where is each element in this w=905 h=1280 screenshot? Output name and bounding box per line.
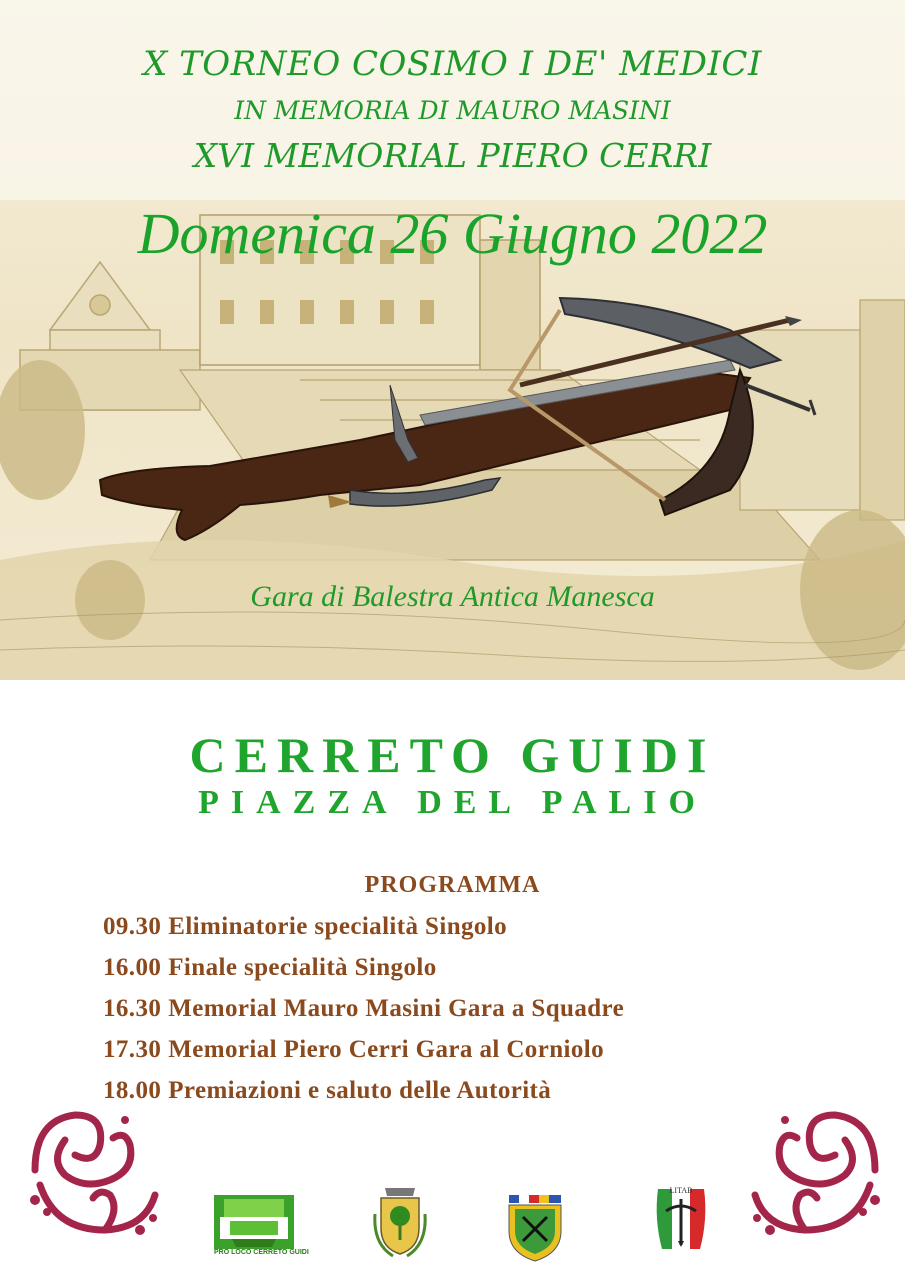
- coat-of-arms-icon: [371, 1184, 429, 1260]
- program-event: Eliminatorie specialità Singolo: [168, 913, 508, 940]
- litab-text: LITAB: [669, 1186, 693, 1195]
- program-event: Premiazioni e saluto delle Autorità: [168, 1077, 552, 1104]
- program-event: Finale specialità Singolo: [168, 954, 437, 981]
- venue-town: CERRETO GUIDI: [189, 727, 716, 783]
- program-title: PROGRAMMA: [364, 872, 541, 898]
- program-time: 16.00: [103, 954, 162, 981]
- program-item: [103, 988, 624, 1029]
- memorial-title: XVI MEMORIAL PIERO CERRI: [193, 136, 712, 175]
- program-item: [103, 947, 624, 988]
- program-event: Memorial Mauro Masini Gara a Squadre: [168, 995, 625, 1022]
- federation-shield-icon: [505, 1193, 565, 1263]
- program-item: [103, 1029, 624, 1070]
- program-time: 17.30: [103, 1036, 162, 1063]
- program-event: Memorial Piero Cerri Gara al Corniolo: [168, 1036, 604, 1063]
- crossbow-icon: [90, 290, 820, 555]
- swirl-ornament-icon: [25, 1100, 165, 1250]
- program-item: [103, 1070, 624, 1111]
- program-time: 18.00: [103, 1077, 162, 1104]
- memorial-dedication: IN MEMORIA DI MAURO MASINI: [234, 96, 671, 125]
- program-time: 09.30: [103, 913, 162, 940]
- program-item: [103, 906, 624, 947]
- program-list: [103, 906, 624, 1111]
- swirl-ornament-icon: [745, 1100, 885, 1250]
- tournament-title: X TORNEO COSIMO I DE' MEDICI: [143, 44, 762, 84]
- event-subtitle: Gara di Balestra Antica Manesca: [250, 580, 655, 613]
- venue-square: PIAZZA DEL PALIO: [198, 784, 707, 821]
- event-date: Domenica 26 Giugno 2022: [137, 201, 768, 266]
- proloco-text: PRO LOCO CERRETO GUIDI: [214, 1249, 309, 1256]
- program-time: 16.30: [103, 995, 162, 1022]
